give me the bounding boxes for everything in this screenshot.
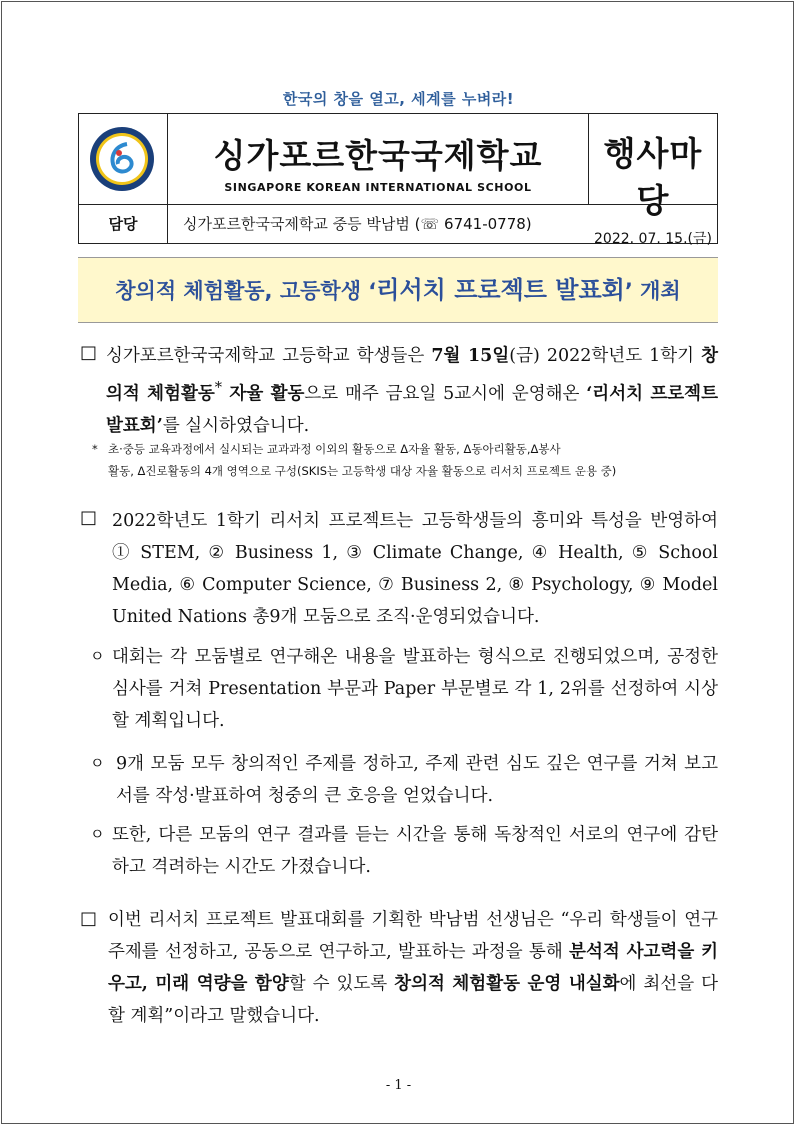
school-name-cell	[168, 114, 589, 204]
p1-bold-activity: 창의적 체험활동	[106, 346, 718, 404]
headline-prefix: 창의적 체험활동, 고등학생 ‘	[115, 279, 377, 303]
school-logo	[89, 126, 155, 192]
headline-main: 리서치 프로젝트 발표회	[376, 276, 625, 304]
footnote-line-1: 초·중등 교육과정에서 실시되는 교과과정 이외의 활동으로 Δ자율 활동, Δ동아리활동,Δ봉사	[108, 442, 561, 456]
square-bullet-3: □	[80, 908, 98, 929]
school-name-korean: 싱가포르한국국제학교	[213, 136, 543, 175]
school-name-english: SINGAPORE KOREAN INTERNATIONAL SCHOOL	[224, 181, 532, 194]
p3-bold-2: 창의적 체험활동 운영 내실화	[394, 974, 620, 994]
issue-date: 2022. 07. 15.(금)	[594, 231, 712, 247]
p1-text-2: (금) 2022학년도 1학기	[509, 346, 702, 366]
p1-bold-autonomous: 자율 활동	[222, 383, 305, 404]
p1-footnote-mark: *	[214, 379, 223, 396]
section-title: 행사마당	[603, 134, 703, 220]
page-number: - 1 -	[385, 1078, 412, 1093]
p3-text-1: 이번 리서치 프로젝트 발표대회를 기획한 박남범 선생님은 “우리 학생들이 연구 주제를 선정하고, 공동으로 연구하고, 발표하는 과정을 통해	[108, 910, 718, 962]
p1-text-1: 싱가포르한국국제학교 고등학교 학생들은	[106, 346, 432, 366]
p3-text-3: 에 최선을 다할 계획”이라고 말했습니다.	[108, 974, 718, 1026]
p1-text-3: 으로 매주 금요일 5교시에 운영해온	[304, 383, 587, 404]
contact-label: 담당	[79, 205, 168, 243]
footnote-line-2: 활동, Δ진로활동의 4개 영역으로 구성(SKIS는 고등학생 대상 자율 활동으로 리서치 프로젝트 운용 중)	[108, 464, 617, 478]
header-table	[78, 113, 718, 247]
p1-bold-date: 7월 15일	[431, 346, 510, 366]
square-bullet-2: □	[80, 507, 98, 528]
paragraph-3	[108, 904, 718, 1032]
sub-paragraph-3: 또한, 다른 모둠의 연구 결과를 듣는 시간을 통해 독창적인 서로의 연구에 감탄하고 격려하는 시간도 가졌습니다.	[112, 825, 718, 877]
headline-suffix: ’ 개최	[624, 279, 681, 303]
headline	[78, 257, 718, 323]
p3-bold-1: 분석적 사고력을 키우고, 미래 역량을 함양	[108, 942, 718, 994]
logo-cell	[79, 114, 168, 204]
p1-bold-event: ‘리서치 프로젝트 발표회’	[106, 383, 718, 436]
paragraph-1	[106, 340, 718, 442]
footnote	[108, 438, 720, 482]
circle-bullet-3: ㅇ	[90, 825, 105, 843]
event-cell	[589, 114, 717, 247]
paragraph-2: 2022학년도 1학기 리서치 프로젝트는 고등학생들의 흥미와 특성을 반영하여 ① STEM, ② Business 1, ③ Climate Change, ④ Health, ⑤ School Media, ⑥ Computer Science, ⑦ Business 2, ⑧ Psychology, ⑨ Model United Nations 총9개 모둠으로 조직·운영되었습니다.	[112, 511, 718, 627]
sub-paragraph-2: 9개 모둠 모두 창의적인 주제를 정하고, 주제 관련 심도 깊은 연구를 거쳐 보고서를 작성·발표하여 청중의 큰 호응을 얻었습니다.	[116, 754, 718, 806]
square-bullet-1: □	[80, 342, 98, 363]
sub-paragraph-1: 대회는 각 모둠별로 연구해온 내용을 발표하는 형식으로 진행되었으며, 공정한 심사를 거쳐 Presentation 부문과 Paper 부문별로 각 1, 2위를 선정하여 시상할 계획입니다.	[112, 647, 718, 731]
contact-info: 싱가포르한국국제학교 중등 박남범 (☏ 6741-0778)	[183, 215, 532, 233]
p1-text-4: 를 실시하였습니다.	[162, 415, 310, 436]
contact-row	[79, 205, 717, 243]
p3-text-2: 할 수 있도록	[288, 974, 395, 994]
circle-bullet-2: ㅇ	[90, 754, 105, 772]
circle-bullet-1: ㅇ	[90, 647, 105, 665]
footnote-star: *	[92, 442, 98, 456]
motto: 한국의 창을 열고, 세계를 누벼라!	[282, 90, 515, 108]
